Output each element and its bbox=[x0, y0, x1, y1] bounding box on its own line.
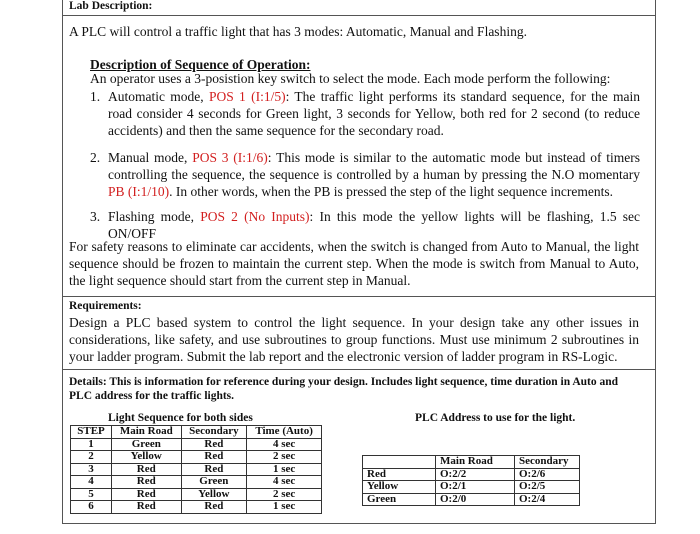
divider-requirements bbox=[62, 296, 656, 297]
table-cell bbox=[363, 456, 436, 469]
table-cell: 4 sec bbox=[247, 438, 322, 451]
item-text: Flashing mode, POS 2 (No Inputs): In this mode the yellow lights will be flashing, 1.5 sec ON/OFF bbox=[108, 209, 640, 241]
table-cell: Red bbox=[112, 463, 182, 476]
table-cell: Yellow bbox=[112, 451, 182, 464]
table-cell: Yellow bbox=[363, 481, 436, 494]
mode-item-flashing bbox=[90, 208, 640, 242]
table-header-row bbox=[71, 426, 322, 439]
table-cell: Red bbox=[112, 488, 182, 501]
table-row bbox=[363, 493, 580, 506]
header-secondary: Secondary bbox=[515, 456, 580, 469]
table-cell: Red bbox=[181, 438, 247, 451]
input-address: POS 3 (I:1/6) bbox=[192, 150, 268, 165]
table-cell: 2 sec bbox=[247, 451, 322, 464]
table-cell: 6 bbox=[71, 501, 112, 514]
divider-top bbox=[62, 15, 656, 16]
details-text: Details: This is information for reference during your design. Includes light sequence, time duration in Auto and PLC address for the traffic lights. bbox=[69, 376, 619, 402]
table-cell: 1 sec bbox=[247, 463, 322, 476]
table-cell: 2 sec bbox=[247, 488, 322, 501]
table-cell: Green bbox=[112, 438, 182, 451]
input-address: POS 1 (I:1/5) bbox=[208, 89, 286, 104]
table-cell: 2 bbox=[71, 451, 112, 464]
table-row bbox=[71, 463, 322, 476]
lab-description-title: Lab Description: bbox=[69, 0, 153, 12]
plc-address-caption: PLC Address to use for the light. bbox=[415, 412, 576, 424]
light-sequence-table bbox=[70, 425, 322, 514]
header-secondary: Secondary bbox=[181, 426, 247, 439]
table-cell: 1 bbox=[71, 438, 112, 451]
table-cell: Red bbox=[363, 468, 436, 481]
table-row bbox=[71, 501, 322, 514]
table-cell: 4 sec bbox=[247, 476, 322, 489]
table-cell: Red bbox=[181, 463, 247, 476]
table-cell: O:2/5 bbox=[515, 481, 580, 494]
table-row bbox=[71, 438, 322, 451]
table-cell: Red bbox=[112, 501, 182, 514]
table-row bbox=[363, 481, 580, 494]
safety-paragraph: For safety reasons to eliminate car accidents, when the switch is changed from Auto to Manual, the light sequence should be frozen to maintain the current step. When the mode is switch from Manual to Auto, the light sequence should start from the current step in Manual. bbox=[69, 239, 639, 288]
mode-item-manual bbox=[90, 149, 640, 200]
table-row bbox=[71, 451, 322, 464]
header-main-road: Main Road bbox=[112, 426, 182, 439]
table-row bbox=[71, 488, 322, 501]
requirements-title: Requirements: bbox=[69, 300, 142, 312]
header-time: Time (Auto) bbox=[247, 426, 322, 439]
table-cell: O:2/1 bbox=[436, 481, 515, 494]
table-cell: O:2/0 bbox=[436, 493, 515, 506]
table-cell: Green bbox=[363, 493, 436, 506]
table-header-row bbox=[363, 456, 580, 469]
intro-text: A PLC will control a traffic light that has 3 modes: Automatic, Manual and Flashing. bbox=[69, 24, 527, 39]
table-cell: O:2/6 bbox=[515, 468, 580, 481]
table-cell: Red bbox=[181, 501, 247, 514]
table-cell: Red bbox=[181, 451, 247, 464]
item-text: Manual mode, POS 3 (I:1/6): This mode is similar to the automatic mode but instead of timers controlling the sequence, the sequence is controlled by a human by pressing the N.O momentary PB (I:1/10). In other words, when the PB is pressed the step of the light sequence increments. bbox=[108, 150, 640, 199]
table-cell: O:2/2 bbox=[436, 468, 515, 481]
sequence-intro: An operator uses a 3-posistion key switch to select the mode. Each mode perform the following: bbox=[90, 71, 611, 86]
table-cell: Green bbox=[181, 476, 247, 489]
requirements-body: Design a PLC based system to control the light sequence. In your design take any other issues in considerations, like safety, and use subroutines to group functions. Must use minimum 2 subroutines in your ladder program. Submit the lab report and the electronic version of ladder program in RS-Logic. bbox=[69, 315, 639, 364]
input-address: POS 2 (No Inputs) bbox=[200, 209, 310, 224]
table-cell: Yellow bbox=[181, 488, 247, 501]
mode-item-automatic bbox=[90, 88, 640, 139]
table-cell: Red bbox=[112, 476, 182, 489]
table-cell: O:2/4 bbox=[515, 493, 580, 506]
plc-address-table bbox=[362, 455, 580, 506]
sequence-title: Description of Sequence of Operation: bbox=[90, 57, 311, 72]
header-step: STEP bbox=[71, 426, 112, 439]
item-number: 1. bbox=[90, 89, 101, 104]
table-row bbox=[71, 476, 322, 489]
pushbutton-address: PB (I:1/10) bbox=[108, 184, 170, 199]
table-cell: 1 sec bbox=[247, 501, 322, 514]
table-cell: 3 bbox=[71, 463, 112, 476]
header-main-road: Main Road bbox=[436, 456, 515, 469]
item-number: 3. bbox=[90, 209, 101, 224]
divider-details bbox=[62, 369, 656, 370]
table-cell: 4 bbox=[71, 476, 112, 489]
table-row bbox=[363, 468, 580, 481]
item-text: Automatic mode, POS 1 (I:1/5): The traffic light performs its standard sequence, for the main road consider 4 seconds for Green light, 3 seconds for Yellow, both red for 2 second (to reduce accidents) and then the same sequence for the secondary road. bbox=[108, 89, 640, 138]
item-number: 2. bbox=[90, 150, 101, 165]
table-cell: 5 bbox=[71, 488, 112, 501]
light-sequence-caption: Light Sequence for both sides bbox=[108, 412, 253, 424]
